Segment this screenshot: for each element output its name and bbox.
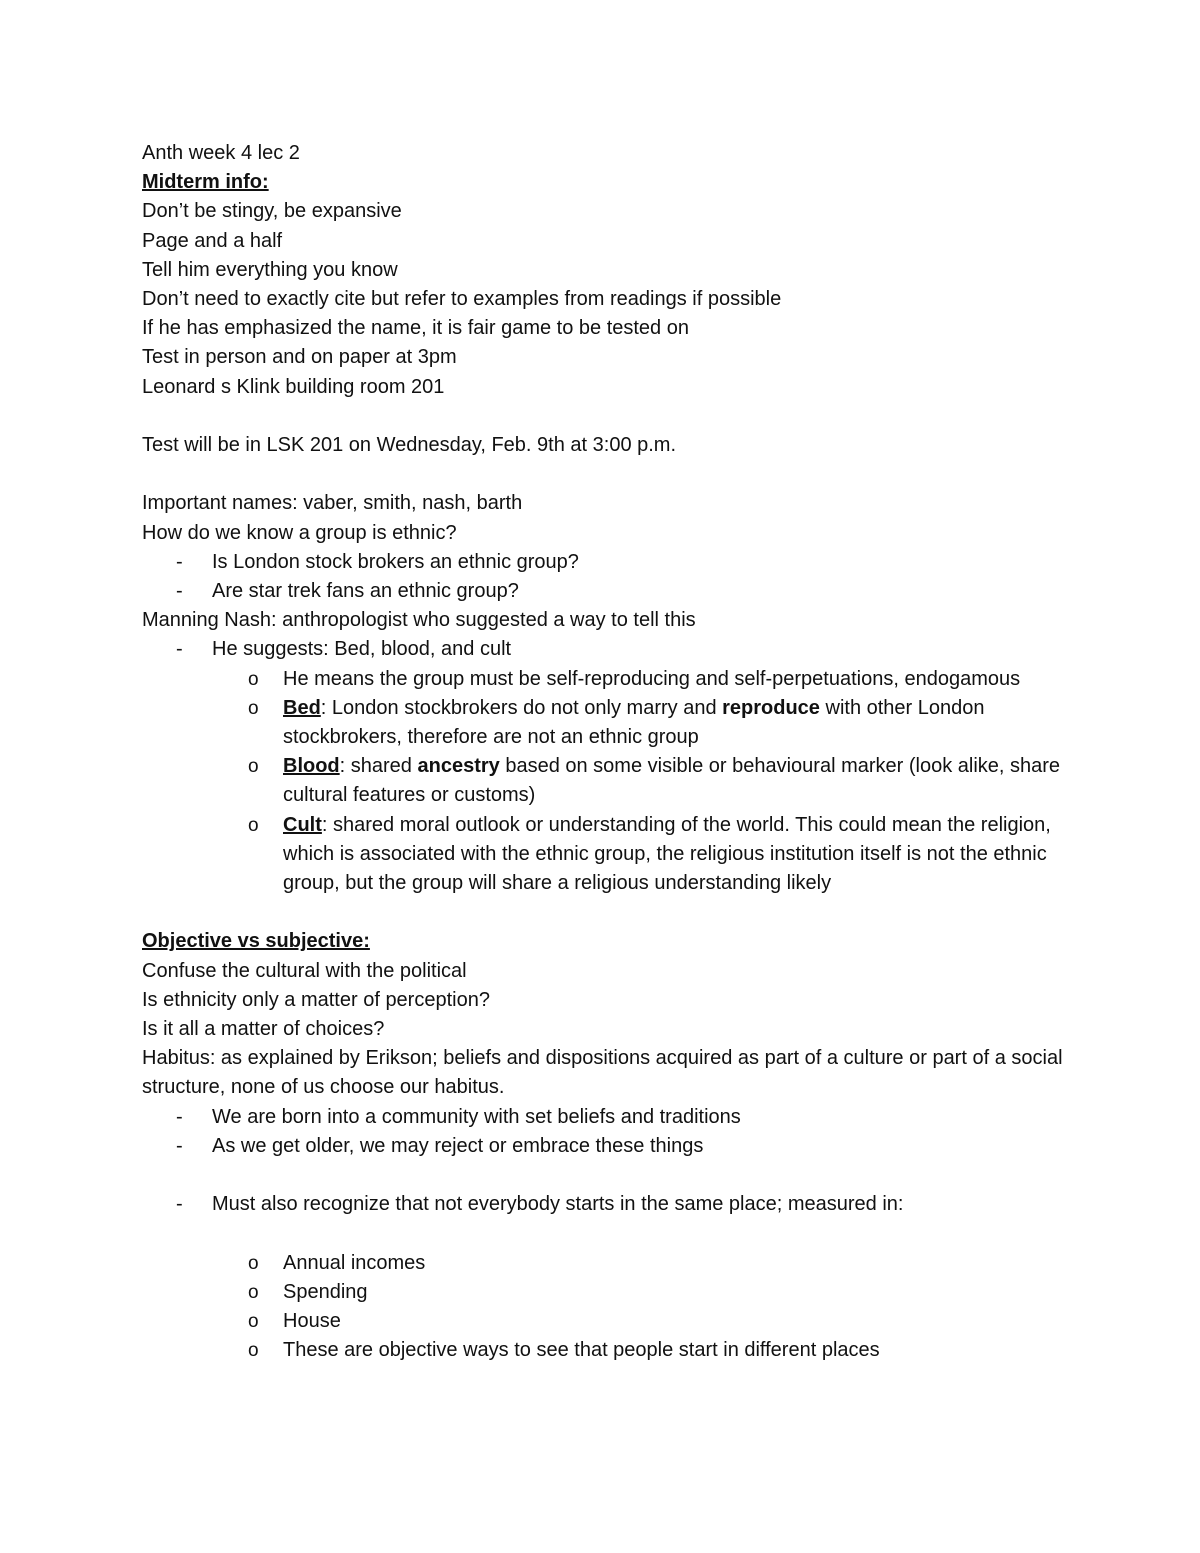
- circle-bullet: o: [248, 1281, 259, 1303]
- sub-list-item-bed: [142, 694, 1072, 752]
- circle-bullet: o: [248, 1252, 259, 1274]
- list-item-text: We are born into a community with set beliefs and traditions: [212, 1105, 741, 1128]
- sub-list-text: He means the group must be self-reproducing and self-perpetuations, endogamous: [283, 667, 1021, 690]
- blank-line: [142, 1219, 1072, 1248]
- blood-term: Blood: [283, 755, 340, 778]
- circle-bullet: o: [248, 668, 259, 690]
- reproduce-bold: reproduce: [722, 696, 820, 719]
- sub-list-item-blood: [142, 752, 1072, 810]
- midterm-line: Don’t be stingy, be expansive: [142, 200, 402, 223]
- blank-line: [142, 460, 1072, 489]
- list-item-text: Is London stock brokers an ethnic group?: [212, 550, 579, 573]
- ancestry-bold: ancestry: [417, 755, 500, 778]
- list-item: [142, 1103, 1072, 1132]
- dash-bullet: -: [176, 1105, 183, 1128]
- list-item: [142, 1132, 1072, 1161]
- sub-list-item: [142, 1249, 1072, 1278]
- habitus-paragraph: Habitus: as explained by Erikson; beliefs and dispositions acquired as part of a culture or part of a social structure, none of us choose our habitus.: [142, 1047, 1063, 1099]
- objective-line: Is it all a matter of choices?: [142, 1018, 385, 1041]
- list-item-text: Are star trek fans an ethnic group?: [212, 580, 519, 603]
- sub-list-item: [142, 1336, 1072, 1365]
- sub-list-item: [142, 1307, 1072, 1336]
- midterm-heading: Midterm info:: [142, 171, 269, 194]
- objective-line: Confuse the cultural with the political: [142, 959, 467, 982]
- midterm-line: If he has emphasized the name, it is fair game to be tested on: [142, 317, 689, 340]
- doc-title: Anth week 4 lec 2: [142, 142, 300, 164]
- sub-list-text: Spending: [283, 1280, 368, 1303]
- sub-list-text: House: [283, 1310, 341, 1333]
- sub-list-text: Annual incomes: [283, 1251, 426, 1274]
- bed-text-end: with other London stockbrokers, therefore are not an ethnic group: [283, 696, 985, 749]
- dash-bullet: -: [176, 550, 183, 573]
- blood-text-end: based on some visible or behavioural marker (look alike, share cultural features or customs): [283, 755, 1061, 807]
- midterm-line: Test in person and on paper at 3pm: [142, 346, 457, 369]
- circle-bullet: o: [248, 756, 259, 778]
- sub-list-item-cult: [142, 811, 1072, 899]
- important-names-line: Important names: vaber, smith, nash, barth: [142, 492, 523, 515]
- circle-bullet: o: [248, 1311, 259, 1333]
- dash-bullet: -: [176, 638, 183, 661]
- circle-bullet: o: [248, 814, 259, 836]
- blank-line: [142, 402, 1072, 431]
- document-page: [142, 139, 1072, 1365]
- midterm-line: Leonard s Klink building room 201: [142, 375, 445, 398]
- midterm-line: Page and a half: [142, 229, 283, 252]
- objective-heading: Objective vs subjective:: [142, 930, 370, 953]
- midterm-line: Tell him everything you know: [142, 258, 398, 281]
- dash-bullet: -: [176, 1193, 183, 1216]
- nash-line: Manning Nash: anthropologist who suggested a way to tell this: [142, 609, 696, 632]
- circle-bullet: o: [248, 697, 259, 719]
- blank-line: [142, 898, 1072, 927]
- list-item: [142, 635, 1072, 664]
- midterm-line: Don’t need to exactly cite but refer to examples from readings if possible: [142, 288, 782, 311]
- list-item-text: As we get older, we may reject or embrace these things: [212, 1134, 704, 1157]
- list-item: [142, 1190, 1072, 1219]
- list-item-text: Must also recognize that not everybody starts in the same place; measured in:: [212, 1193, 904, 1216]
- list-item: [142, 577, 1072, 606]
- sub-list-item: [142, 665, 1072, 694]
- cult-text: : shared moral outlook or understanding of the world. This could mean the religion, which is associated with the ethnic group, the religious institution itself is not the ethnic group, but the group will share a religious understanding likely: [283, 813, 1051, 895]
- sub-list-text: These are objective ways to see that people start in different places: [283, 1339, 880, 1362]
- ethnic-question: How do we know a group is ethnic?: [142, 521, 457, 544]
- test-date-line: Test will be in LSK 201 on Wednesday, Feb. 9th at 3:00 p.m.: [142, 434, 677, 457]
- cult-term: Cult: [283, 813, 322, 836]
- blank-line: [142, 1161, 1072, 1190]
- dash-bullet: -: [176, 1134, 183, 1157]
- bed-term: Bed: [283, 696, 321, 719]
- dash-bullet: -: [176, 580, 183, 603]
- circle-bullet: o: [248, 1340, 259, 1362]
- blood-text: : shared: [339, 755, 418, 778]
- bed-text: : London stockbrokers do not only marry and: [320, 696, 723, 719]
- list-item: [142, 548, 1072, 577]
- sub-list-item: [142, 1278, 1072, 1307]
- list-item-text: He suggests: Bed, blood, and cult: [212, 638, 512, 661]
- objective-line: Is ethnicity only a matter of perception?: [142, 988, 490, 1011]
